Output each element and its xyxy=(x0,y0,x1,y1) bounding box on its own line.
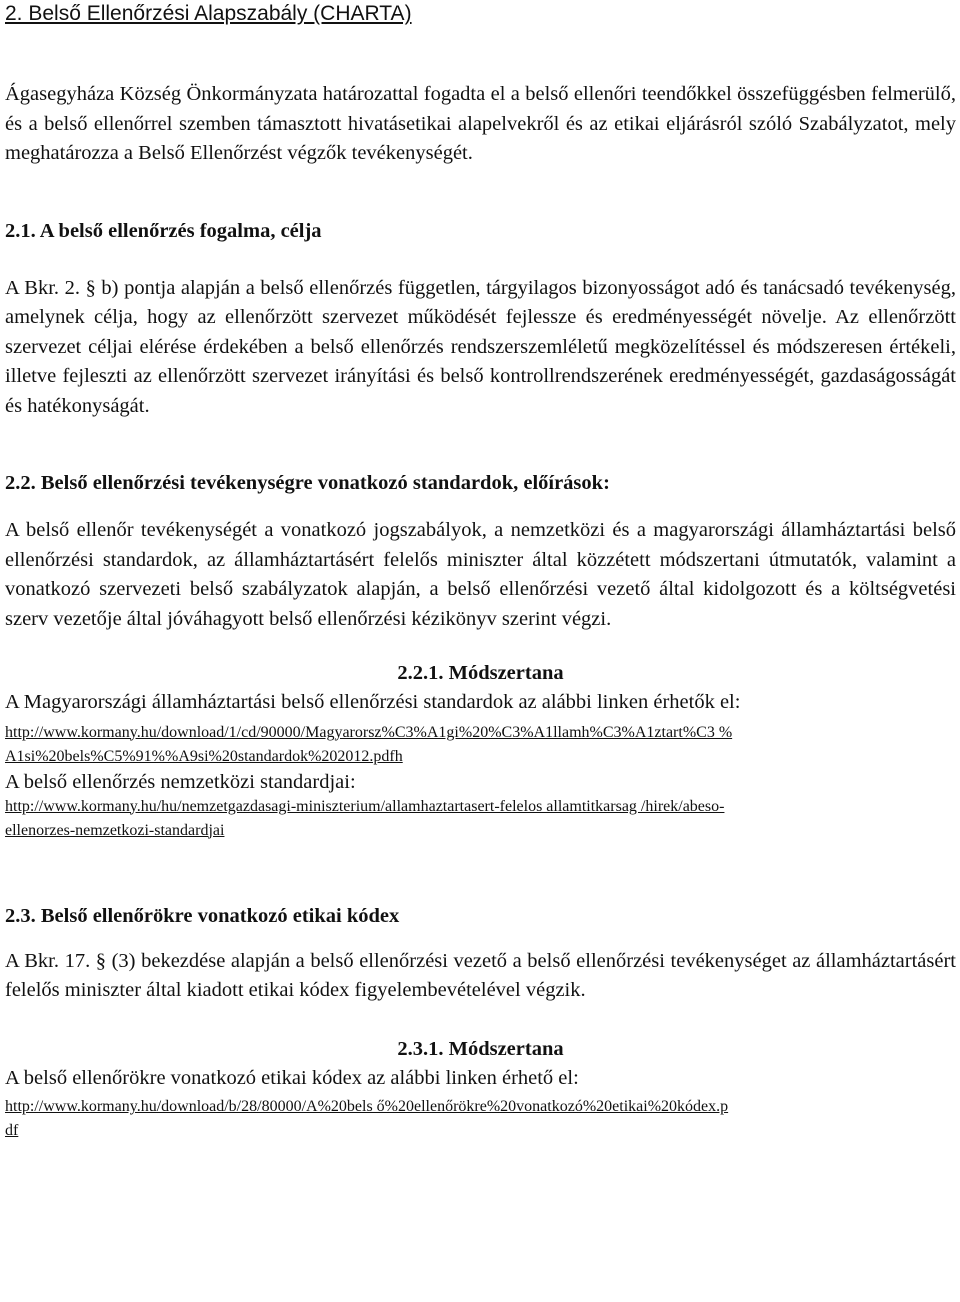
section-2-3-1-title: Módszertana xyxy=(448,1037,564,1060)
section-2-3-heading: 2.3. Belső ellenőrökre vonatkozó etikai kódex xyxy=(5,904,400,927)
standards-link-line1[interactable]: http://www.kormany.hu/download/1/cd/90000/Magyarorsz%C3%A1gi%20%C3%A1llamh%C3%A1ztart%C3 % xyxy=(5,723,733,741)
ethics-code-link-line1[interactable]: http://www.kormany.hu/download/b/28/80000/A%20bels ő%20ellenőrökre%20vonatkozó%20etikai%20kódex.p xyxy=(5,1098,729,1115)
section-2-2-heading: 2.2. Belső ellenőrzési tevékenységre vonatkozó standardok, előírások: xyxy=(5,472,610,494)
section-2-2-1-title: Módszertana xyxy=(448,662,564,684)
section-2-3-1-line1: A belső ellenőrökre vonatkozó etikai kódex az alábbi linken érhető el: xyxy=(5,1066,579,1089)
international-standards-link-line1[interactable]: http://www.kormany.hu/hu/nemzetgazdasagi-miniszterium/allamhaztartasert-felelos allamtitkarsag /hirek/abeso- xyxy=(5,797,725,815)
section-2-1-body: A Bkr. 2. § b) pontja alapján a belső ellenőrzés független, tárgyilagos bizonyosságot adó és tanácsadó tevékenység, amelynek célja, hogy az ellenőrzött szervezet működését fejlessze és eredményességét növelje. Az ellenőrzött szervezet céljai elérése érdekében a belső ellenőrzés rendszerszemléletű megközelítéssel és módszeresen értékeli, illetve fejleszti az ellenőrzött szervezet irányítási és belső kontrollrendszerének eredményességét, gazdaságosságát és hatékonyságát. xyxy=(5,276,956,417)
section-2-intro: Ágasegyháza Község Önkormányzata határozattal fogadta el a belső ellenőri teendőkkel összefüggésben felmerülő, és a belső ellenőrrel szemben támasztott hivatásetikai alapelvekről és az etikai eljárásról szóló Szabályzatot, mely meghatározza a Belső Ellenőrzést végzők tevékenységét. xyxy=(5,83,956,164)
ethics-code-link[interactable] xyxy=(5,1095,956,1143)
section-2-1-heading: 2.1. A belső ellenőrzés fogalma, célja xyxy=(5,219,322,242)
standards-link[interactable] xyxy=(5,721,956,769)
section-2-3-1-number: 2.3.1. xyxy=(397,1037,444,1060)
section-2-2-1-line2: A belső ellenőrzés nemzetközi standardjai: xyxy=(5,770,356,793)
section-2-2-1-number: 2.2.1. xyxy=(397,662,444,684)
section-2-title: 2. Belső Ellenőrzési Alapszabály (CHARTA) xyxy=(5,2,412,25)
document-page xyxy=(5,0,956,1143)
section-2-2-body: A belső ellenőr tevékenységét a vonatkozó jogszabályok, a nemzetközi és a magyarországi államháztartási belső ellenőrzési standardok, az államháztartásért felelős miniszter által közzétett módszertani útmutatók, valamint a vonatkozó szervezeti belső szabályzatok alapján, a belső ellenőrzési vezető által kidolgozott és a költségvetési szerv vezetője által jóváhagyott belső ellenőrzési kézikönyv szerint végzi. xyxy=(5,519,956,630)
section-2-2-1-line1: A Magyarországi államháztartási belső ellenőrzési standardok az alábbi linken érhetők el: xyxy=(5,691,741,713)
standards-link-line2[interactable]: A1si%20bels%C5%91%%A9si%20standardok%202012.pdfh xyxy=(5,747,403,765)
section-2-2-1-heading xyxy=(5,658,956,688)
international-standards-link-line2[interactable]: ellenorzes-nemzetkozi-standardjai xyxy=(5,821,225,839)
international-standards-link[interactable] xyxy=(5,795,956,843)
section-2-3-1-heading xyxy=(5,1034,956,1064)
ethics-code-link-line2[interactable]: df xyxy=(5,1122,19,1139)
section-2-3-body: A Bkr. 17. § (3) bekezdése alapján a belső ellenőrzési vezető a belső ellenőrzési tevékenységet az államháztartásért felelős miniszter által kiadott etikai kódex figyelembevételével végzik. xyxy=(5,949,956,1001)
